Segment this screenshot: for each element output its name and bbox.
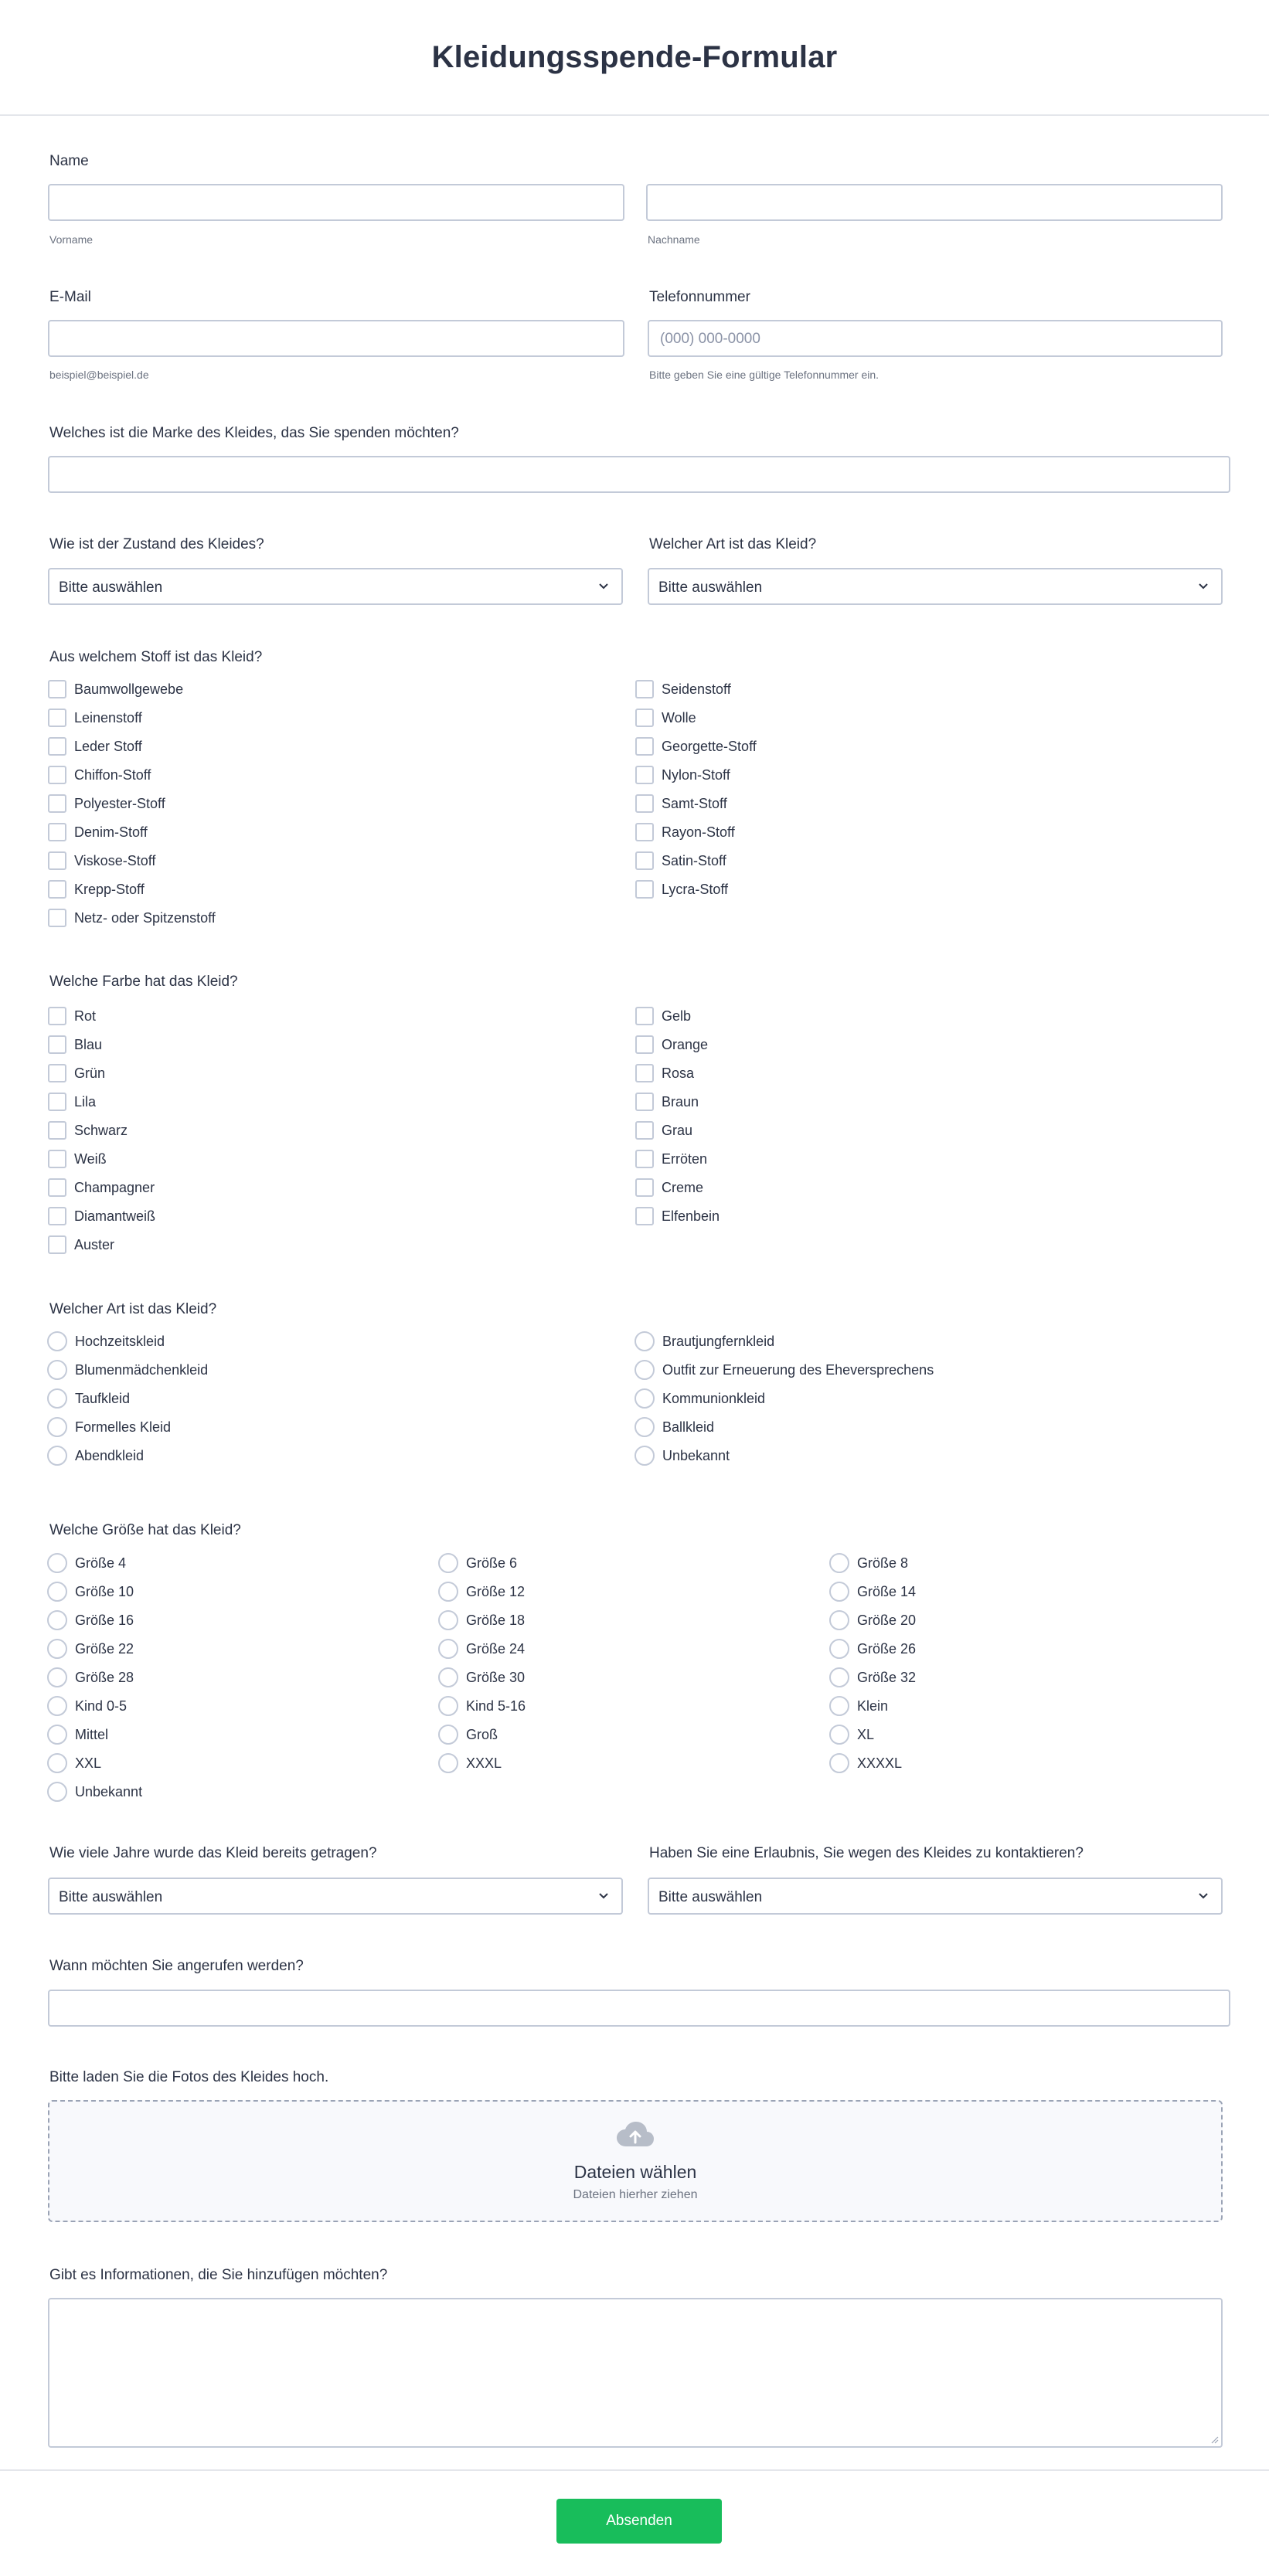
years-worn-select[interactable] [48, 1878, 623, 1915]
size-option[interactable] [47, 1780, 142, 1803]
option-label: Größe 32 [857, 1669, 917, 1685]
size-option[interactable] [829, 1637, 916, 1660]
option-label: Leinenstoff [74, 709, 142, 726]
radio-button[interactable] [47, 1331, 67, 1351]
option-label: Leder Stoff [74, 738, 142, 754]
size-label: Welche Größe hat das Kleid? [49, 1522, 241, 1538]
option-label: Größe 28 [75, 1669, 134, 1685]
radio-button[interactable] [47, 1582, 67, 1602]
fabric-option[interactable] [48, 792, 165, 815]
fabric-option[interactable] [635, 735, 757, 758]
radio-button[interactable] [438, 1753, 458, 1773]
option-label: Blau [74, 1036, 103, 1052]
chevron-down-icon [597, 579, 611, 593]
option-label: Größe 10 [75, 1583, 134, 1599]
dress-type-label: Welcher Art ist das Kleid? [49, 1301, 217, 1317]
checkbox[interactable] [48, 709, 66, 727]
size-option[interactable] [829, 1580, 916, 1603]
option-label: Lycra-Stoff [662, 881, 729, 897]
option-label: XXL [75, 1755, 102, 1771]
color-option[interactable] [635, 1090, 699, 1113]
dress-type-select-value: Bitte auswählen [658, 579, 763, 596]
dress-type-option[interactable] [47, 1387, 130, 1410]
fabric-label: Aus welchem Stoff ist das Kleid? [49, 649, 263, 665]
option-label: Ballkleid [662, 1419, 715, 1435]
contact-permission-value: Bitte auswählen [658, 1889, 763, 1905]
option-label: Schwarz [74, 1122, 128, 1138]
checkbox[interactable] [635, 1150, 654, 1168]
option-label: Größe 4 [75, 1555, 127, 1571]
dress-type-option[interactable] [634, 1387, 765, 1410]
checkbox[interactable] [635, 794, 654, 813]
radio-button[interactable] [438, 1582, 458, 1602]
fabric-option[interactable] [48, 906, 216, 929]
size-option[interactable] [829, 1609, 916, 1632]
radio-button[interactable] [634, 1388, 655, 1409]
size-option[interactable] [47, 1551, 126, 1575]
condition-label: Wie ist der Zustand des Kleides? [49, 536, 264, 552]
last-name-sublabel: Nachname [648, 233, 700, 246]
checkbox[interactable] [48, 880, 66, 899]
phone-label: Telefonnummer [649, 289, 750, 305]
option-label: Krepp-Stoff [74, 881, 145, 897]
checkbox[interactable] [635, 1064, 654, 1082]
checkbox[interactable] [48, 823, 66, 841]
color-label: Welche Farbe hat das Kleid? [49, 974, 238, 990]
size-option[interactable] [829, 1666, 916, 1689]
size-option[interactable] [47, 1609, 134, 1632]
size-option[interactable] [438, 1637, 525, 1660]
option-label: Größe 30 [466, 1669, 526, 1685]
checkbox[interactable] [48, 737, 66, 756]
option-label: Samt-Stoff [662, 795, 727, 811]
option-label: Erröten [662, 1150, 708, 1167]
option-label: Rosa [662, 1065, 695, 1081]
option-label: Größe 24 [466, 1640, 526, 1657]
brand-label: Welches ist die Marke des Kleides, das Sie spenden möchten? [49, 425, 459, 441]
first-name-input[interactable] [48, 184, 624, 221]
option-label: Outfit zur Erneuerung des Eheversprechens [662, 1361, 934, 1378]
size-option[interactable] [829, 1723, 874, 1746]
info-textarea[interactable] [48, 2298, 1223, 2448]
size-option[interactable] [47, 1752, 101, 1775]
radio-button[interactable] [829, 1582, 849, 1602]
color-option[interactable] [635, 1176, 703, 1199]
radio-button[interactable] [47, 1360, 67, 1380]
fabric-option[interactable] [48, 678, 183, 701]
option-label: Elfenbein [662, 1208, 720, 1224]
email-input[interactable] [48, 320, 624, 357]
dress-type-option[interactable] [47, 1444, 144, 1467]
checkbox[interactable] [635, 1035, 654, 1054]
checkbox[interactable] [635, 823, 654, 841]
option-label: Unbekannt [75, 1783, 143, 1799]
resize-handle-icon[interactable] [1209, 2435, 1219, 2444]
radio-button[interactable] [47, 1639, 67, 1659]
checkbox[interactable] [48, 1178, 66, 1197]
radio-button[interactable] [47, 1610, 67, 1630]
radio-button[interactable] [47, 1753, 67, 1773]
size-option[interactable] [47, 1694, 127, 1718]
checkbox[interactable] [635, 1207, 654, 1225]
contact-permission-label: Haben Sie eine Erlaubnis, Sie wegen des Kleides zu kontaktieren? [649, 1845, 1084, 1861]
option-label: Creme [662, 1179, 704, 1195]
color-option[interactable] [635, 1119, 692, 1142]
fabric-option[interactable] [635, 706, 696, 729]
option-label: Größe 18 [466, 1612, 526, 1628]
radio-button[interactable] [829, 1667, 849, 1687]
radio-button[interactable] [438, 1696, 458, 1716]
option-label: Orange [662, 1036, 709, 1052]
radio-button[interactable] [829, 1610, 849, 1630]
checkbox[interactable] [48, 1007, 66, 1025]
color-option[interactable] [635, 1033, 708, 1056]
brand-input[interactable] [48, 456, 1230, 493]
size-option[interactable] [47, 1723, 108, 1746]
radio-button[interactable] [438, 1725, 458, 1745]
radio-button[interactable] [829, 1639, 849, 1659]
phone-sublabel: Bitte geben Sie eine gültige Telefonnummer ein. [649, 369, 879, 381]
option-label: Auster [74, 1236, 115, 1252]
option-label: Blumenmädchenkleid [75, 1361, 209, 1378]
dress-type-option[interactable] [634, 1330, 774, 1353]
color-option[interactable] [48, 1233, 114, 1256]
option-label: Klein [857, 1698, 889, 1714]
radio-button[interactable] [47, 1782, 67, 1802]
size-option[interactable] [438, 1551, 517, 1575]
dress-type-option[interactable] [634, 1415, 714, 1439]
option-label: Groß [466, 1726, 498, 1742]
option-label: Kind 5-16 [466, 1698, 526, 1714]
condition-value: Bitte auswählen [59, 579, 163, 596]
option-label: Größe 8 [857, 1555, 909, 1571]
checkbox[interactable] [635, 1121, 654, 1140]
option-label: Braun [662, 1093, 699, 1110]
size-option[interactable] [47, 1580, 134, 1603]
call-time-label: Wann möchten Sie angerufen werden? [49, 1958, 304, 1974]
option-label: Größe 26 [857, 1640, 917, 1657]
color-option[interactable] [635, 1147, 707, 1171]
email-sublabel: beispiel@beispiel.de [49, 369, 149, 381]
option-label: Grau [662, 1122, 693, 1138]
last-name-input[interactable] [646, 184, 1223, 221]
checkbox[interactable] [635, 1007, 654, 1025]
file-upload-dropzone[interactable] [48, 2100, 1223, 2222]
years-worn-label: Wie viele Jahre wurde das Kleid bereits getragen? [49, 1845, 377, 1861]
fabric-option[interactable] [48, 735, 142, 758]
option-label: Kommunionkleid [662, 1390, 766, 1406]
radio-button[interactable] [829, 1696, 849, 1716]
option-label: Champagner [74, 1179, 155, 1195]
condition-select[interactable] [48, 568, 623, 605]
checkbox[interactable] [635, 851, 654, 870]
radio-button[interactable] [47, 1417, 67, 1437]
fabric-option[interactable] [48, 706, 142, 729]
size-option[interactable] [47, 1666, 134, 1689]
checkbox[interactable] [48, 794, 66, 813]
call-time-input[interactable] [48, 1990, 1230, 2027]
checkbox[interactable] [48, 1150, 66, 1168]
fabric-option[interactable] [48, 849, 155, 872]
size-option[interactable] [438, 1580, 525, 1603]
radio-button[interactable] [47, 1446, 67, 1466]
option-label: Viskose-Stoff [74, 852, 156, 868]
checkbox[interactable] [48, 1235, 66, 1254]
option-label: Unbekannt [662, 1447, 730, 1463]
size-option[interactable] [438, 1723, 498, 1746]
upload-button-label[interactable]: Dateien wählen [573, 2162, 697, 2182]
option-label: Chiffon-Stoff [74, 766, 151, 783]
option-label: Grün [74, 1065, 106, 1081]
phone-input[interactable] [648, 320, 1223, 357]
option-label: Größe 14 [857, 1583, 917, 1599]
option-label: Diamantweiß [74, 1208, 156, 1224]
option-label: Weiß [74, 1150, 107, 1167]
checkbox[interactable] [635, 680, 654, 698]
size-option[interactable] [438, 1666, 525, 1689]
color-option[interactable] [635, 1062, 694, 1085]
fabric-option[interactable] [635, 849, 726, 872]
color-option[interactable] [48, 1176, 155, 1199]
option-label: Größe 16 [75, 1612, 134, 1628]
dress-type-option[interactable] [47, 1358, 208, 1381]
radio-button[interactable] [47, 1388, 67, 1409]
checkbox[interactable] [635, 1178, 654, 1197]
checkbox[interactable] [48, 1064, 66, 1082]
option-label: Hochzeitskleid [75, 1333, 165, 1349]
option-label: Größe 22 [75, 1640, 134, 1657]
option-label: Nylon-Stoff [662, 766, 730, 783]
option-label: Formelles Kleid [75, 1419, 172, 1435]
fabric-option[interactable] [635, 878, 728, 901]
name-label: Name [49, 153, 89, 169]
option-label: Netz- oder Spitzenstoff [74, 909, 216, 926]
radio-button[interactable] [438, 1610, 458, 1630]
chevron-down-icon [1196, 1888, 1210, 1902]
dress-type-option[interactable] [634, 1444, 730, 1467]
radio-button[interactable] [829, 1553, 849, 1573]
fabric-option[interactable] [635, 678, 731, 701]
first-name-sublabel: Vorname [49, 233, 94, 246]
option-label: Mittel [75, 1726, 109, 1742]
fabric-option[interactable] [48, 763, 151, 787]
option-label: Taufkleid [75, 1390, 131, 1406]
option-label: XXXL [466, 1755, 502, 1771]
form-header [0, 0, 1269, 116]
option-label: Größe 6 [466, 1555, 518, 1571]
option-label: Gelb [662, 1008, 692, 1024]
option-label: Satin-Stoff [662, 852, 726, 868]
dress-type-option[interactable] [47, 1415, 171, 1439]
checkbox[interactable] [48, 1093, 66, 1111]
color-option[interactable] [48, 1062, 105, 1085]
color-option[interactable] [48, 1119, 128, 1142]
fabric-option[interactable] [48, 821, 148, 844]
checkbox[interactable] [635, 766, 654, 784]
form-footer [0, 2469, 1269, 2576]
option-label: Kind 0-5 [75, 1698, 128, 1714]
option-label: Brautjungfernkleid [662, 1333, 775, 1349]
radio-button[interactable] [47, 1725, 67, 1745]
checkbox[interactable] [635, 709, 654, 727]
option-label: Größe 20 [857, 1612, 917, 1628]
cloud-upload-icon [615, 2120, 655, 2151]
color-option[interactable] [48, 1147, 107, 1171]
size-option[interactable] [438, 1694, 526, 1718]
option-label: Denim-Stoff [74, 824, 148, 840]
radio-button[interactable] [829, 1725, 849, 1745]
dress-type-select[interactable] [648, 568, 1223, 605]
option-label: Seidenstoff [662, 681, 731, 697]
option-label: Größe 12 [466, 1583, 526, 1599]
size-option[interactable] [438, 1752, 502, 1775]
radio-button[interactable] [438, 1667, 458, 1687]
checkbox[interactable] [48, 766, 66, 784]
radio-button[interactable] [634, 1417, 655, 1437]
checkbox[interactable] [635, 1093, 654, 1111]
color-option[interactable] [48, 1205, 155, 1228]
color-option[interactable] [635, 1205, 720, 1228]
option-label: Abendkleid [75, 1447, 145, 1463]
option-label: XXXXL [857, 1755, 903, 1771]
option-label: Wolle [662, 709, 696, 726]
fabric-option[interactable] [635, 821, 735, 844]
years-worn-value: Bitte auswählen [59, 1889, 163, 1905]
color-option[interactable] [48, 1004, 96, 1028]
checkbox[interactable] [635, 737, 654, 756]
email-label: E-Mail [49, 289, 91, 305]
dress-type-option[interactable] [634, 1358, 934, 1381]
phone-placeholder: (000) 000-0000 [660, 331, 760, 347]
size-option[interactable] [47, 1637, 134, 1660]
form-title: Kleidungsspende-Formular [431, 39, 838, 74]
dress-type-select-label: Welcher Art ist das Kleid? [649, 536, 817, 552]
radio-button[interactable] [47, 1553, 67, 1573]
checkbox[interactable] [48, 1207, 66, 1225]
size-option[interactable] [829, 1694, 888, 1718]
option-label: Polyester-Stoff [74, 795, 165, 811]
checkbox[interactable] [48, 680, 66, 698]
checkbox[interactable] [48, 1121, 66, 1140]
radio-button[interactable] [47, 1696, 67, 1716]
upload-hint: Dateien hierher ziehen [573, 2188, 698, 2201]
color-option[interactable] [48, 1090, 96, 1113]
size-option[interactable] [829, 1752, 902, 1775]
fabric-option[interactable] [635, 792, 727, 815]
option-label: Rot [74, 1008, 97, 1024]
chevron-down-icon [1196, 579, 1210, 593]
color-option[interactable] [48, 1033, 102, 1056]
radio-button[interactable] [634, 1446, 655, 1466]
radio-button[interactable] [438, 1639, 458, 1659]
option-label: Georgette-Stoff [662, 738, 757, 754]
checkbox[interactable] [48, 909, 66, 927]
option-label: XL [857, 1726, 875, 1742]
checkbox[interactable] [635, 880, 654, 899]
chevron-down-icon [597, 1888, 611, 1902]
info-label: Gibt es Informationen, die Sie hinzufügen möchten? [49, 2267, 388, 2283]
color-option[interactable] [635, 1004, 691, 1028]
submit-button[interactable]: Absenden [556, 2499, 722, 2544]
radio-button[interactable] [634, 1360, 655, 1380]
contact-permission-select[interactable] [648, 1878, 1223, 1915]
fabric-option[interactable] [635, 763, 730, 787]
radio-button[interactable] [47, 1667, 67, 1687]
radio-button[interactable] [634, 1331, 655, 1351]
radio-button[interactable] [829, 1753, 849, 1773]
photos-label: Bitte laden Sie die Fotos des Kleides hoch. [49, 2069, 329, 2085]
radio-button[interactable] [438, 1553, 458, 1573]
option-label: Lila [74, 1093, 97, 1110]
size-option[interactable] [829, 1551, 908, 1575]
fabric-option[interactable] [48, 878, 145, 901]
option-label: Rayon-Stoff [662, 824, 735, 840]
size-option[interactable] [438, 1609, 525, 1632]
checkbox[interactable] [48, 1035, 66, 1054]
dress-type-option[interactable] [47, 1330, 165, 1353]
option-label: Baumwollgewebe [74, 681, 184, 697]
checkbox[interactable] [48, 851, 66, 870]
